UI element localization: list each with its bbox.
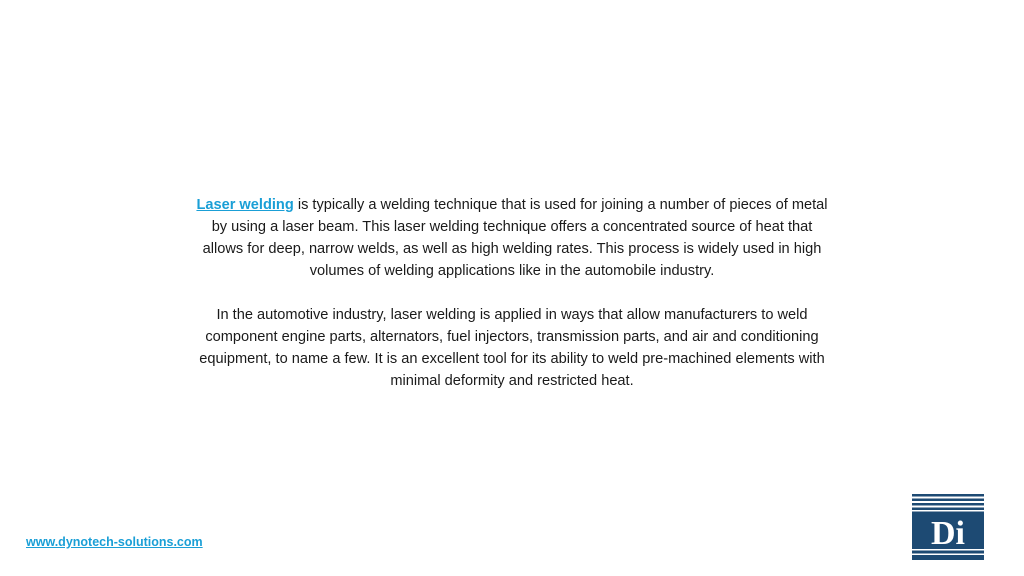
website-link[interactable]: www.dynotech-solutions.com bbox=[26, 535, 203, 549]
paragraph-2: In the automotive industry, laser welding is applied in ways that allow manufacturers to weld component engine parts, alternators, fuel injectors, transmission parts, and air and conditioning equipment, to name a few. It is an excellent tool for its ability to weld pre-machined elements with minimal deformity and restricted heat. bbox=[199, 307, 825, 389]
laser-welding-link[interactable]: Laser welding bbox=[196, 197, 294, 213]
main-text bbox=[190, 194, 834, 392]
paragraph-1 bbox=[190, 194, 834, 282]
di-logo-icon bbox=[912, 494, 984, 560]
logo-text: Di bbox=[931, 515, 965, 552]
paragraph-1-text: is typically a welding technique that is used for joining a number of pieces of metal by using a laser beam. This laser welding technique offers a concentrated source of heat that allows for deep, narrow welds, as well as high welding rates. This process is widely used in high volumes of welding applications like in the automobile industry. bbox=[202, 197, 828, 279]
